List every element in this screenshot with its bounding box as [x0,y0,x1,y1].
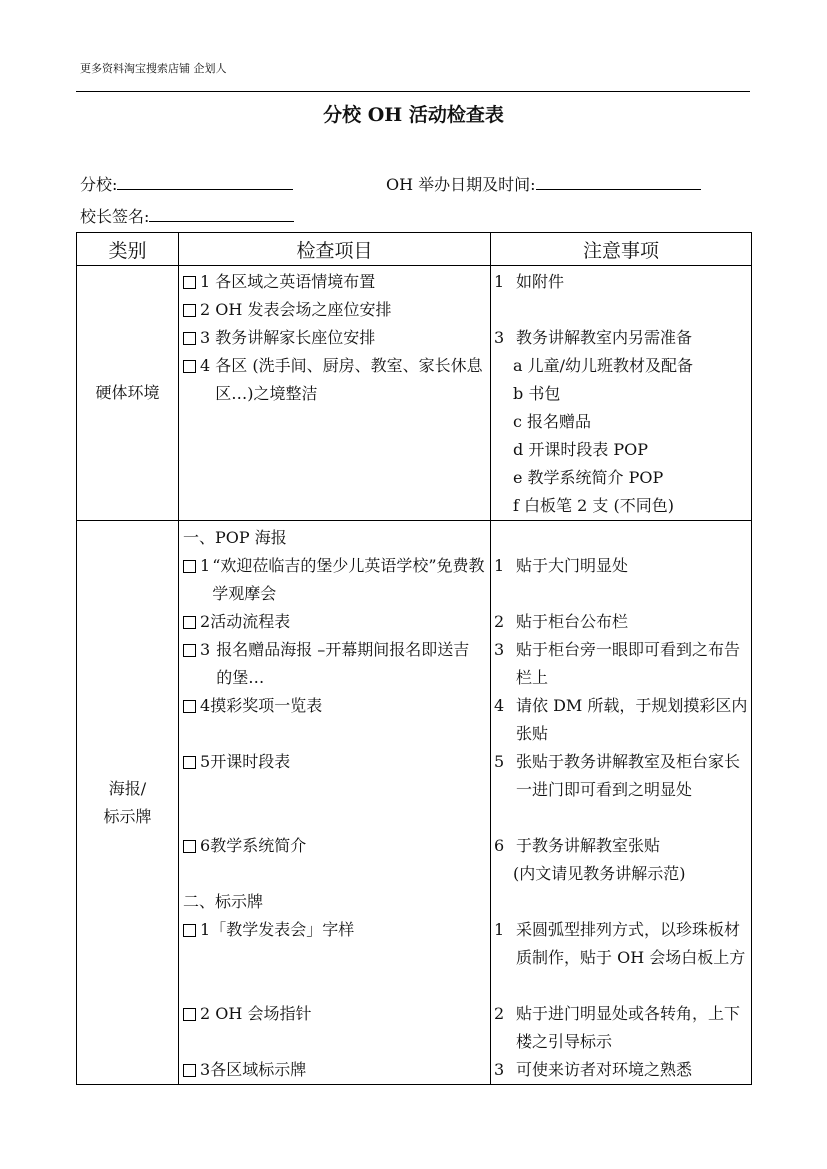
checkbox[interactable] [183,616,196,629]
list-item: 1 “欢迎莅临吉的堡少儿英语学校”免费教学观摩会 [179,552,490,608]
checkbox[interactable] [183,1008,196,1021]
checkbox[interactable] [183,700,196,713]
table-row-poster [77,521,752,1085]
school-blank[interactable] [117,175,293,190]
checkbox[interactable] [183,560,196,573]
school-field [80,172,293,195]
sub-note: d 开课时段表 POP [513,440,649,459]
datetime-blank[interactable] [536,175,701,190]
table-row-hardware [77,266,752,521]
note-item: 3 贴于柜台旁一眼即可看到之布告栏上 [494,640,741,687]
note-extra: (内文请见教务讲解示范) [513,864,686,883]
checkbox[interactable] [183,840,196,853]
list-item: 5 开课时段表 [179,748,490,832]
note-item: 3 教务讲解教室内另需准备 [494,328,693,347]
checkbox[interactable] [183,276,196,289]
checkbox[interactable] [183,756,196,769]
list-item: 1 「教学发表会」字样 [179,916,490,1000]
sub-note: f 白板笔 2 支 (不同色) [513,496,674,515]
note-item: 2 贴于进门明显处或各转角，上下楼之引导标示 [494,1004,741,1051]
poster-notes [491,521,752,1085]
principal-label: 校长签名: [80,207,150,226]
category-poster: 海报/ 标示牌 [77,521,179,1085]
note-item: 6 于教务讲解教室张贴 [494,836,661,855]
note-item: 1 如附件 [494,272,565,291]
principal-field [80,204,294,227]
checklist-table [76,232,752,1085]
poster-items [179,521,491,1085]
list-item: 2 活动流程表 [179,608,490,636]
checkbox[interactable] [183,304,196,317]
page-title: 分校 OH 活动检查表 [323,104,504,126]
sub-note: c 报名赠品 [513,412,592,431]
list-item: 3 各区域标示牌 [179,1056,490,1084]
note-item: 1 采圆弧型排列方式，以珍珠板材质制作，贴于 OH 会场白板上方 [494,920,746,967]
school-label: 分校: [80,175,118,194]
list-item: 2 OH 发表会场之座位安排 [179,296,490,324]
list-item: 4 摸彩奖项一览表 [179,692,490,748]
note-item: 1 贴于大门明显处 [494,556,629,575]
principal-blank[interactable] [149,207,294,222]
list-item: 2 OH 会场指针 [179,1000,490,1056]
sub-note: b 书包 [513,384,561,403]
note-item: 3 可使来访者对环境之熟悉 [494,1060,693,1079]
datetime-field [386,172,701,195]
list-item: 3 报名赠品海报 –开幕期间报名即送吉的堡… [179,636,490,692]
note-item: 4 请依 DM 所载，于规划摸彩区内张贴 [494,696,748,743]
checkbox[interactable] [183,360,196,373]
header-notes: 注意事项 [491,233,752,266]
checkbox[interactable] [183,924,196,937]
header-divider [76,91,750,92]
hardware-notes [491,266,752,521]
checkbox[interactable] [183,1064,196,1077]
list-item: 1 各区域之英语情境布置 [179,268,490,296]
header-check-item: 检查项目 [179,233,491,266]
note-item: 5 张贴于教务讲解教室及柜台家长一进门即可看到之明显处 [494,752,741,799]
header-note: 更多资料淘宝搜索店铺 企划人 [80,62,227,75]
section-heading-signs: 二、标示牌 [183,892,264,911]
checkbox[interactable] [183,332,196,345]
datetime-label: OH 举办日期及时间: [386,175,536,194]
header-category: 类别 [77,233,179,266]
list-item: 4 各区 (洗手间、厨房、教室、家长休息区…)之境整洁 [179,352,490,408]
table-header-row [77,233,752,266]
sub-note: e 教学系统简介 POP [513,468,664,487]
section-heading-pop: 一、POP 海报 [183,528,287,547]
note-item: 2 贴于柜台公布栏 [494,612,629,631]
list-item: 3 教务讲解家长座位安排 [179,324,490,352]
checkbox[interactable] [183,644,196,657]
list-item: 6 教学系统简介 [179,832,490,888]
category-hardware: 硬体环境 [77,266,179,521]
hardware-items [179,266,491,521]
sub-note: a 儿童/幼儿班教材及配备 [513,356,694,375]
